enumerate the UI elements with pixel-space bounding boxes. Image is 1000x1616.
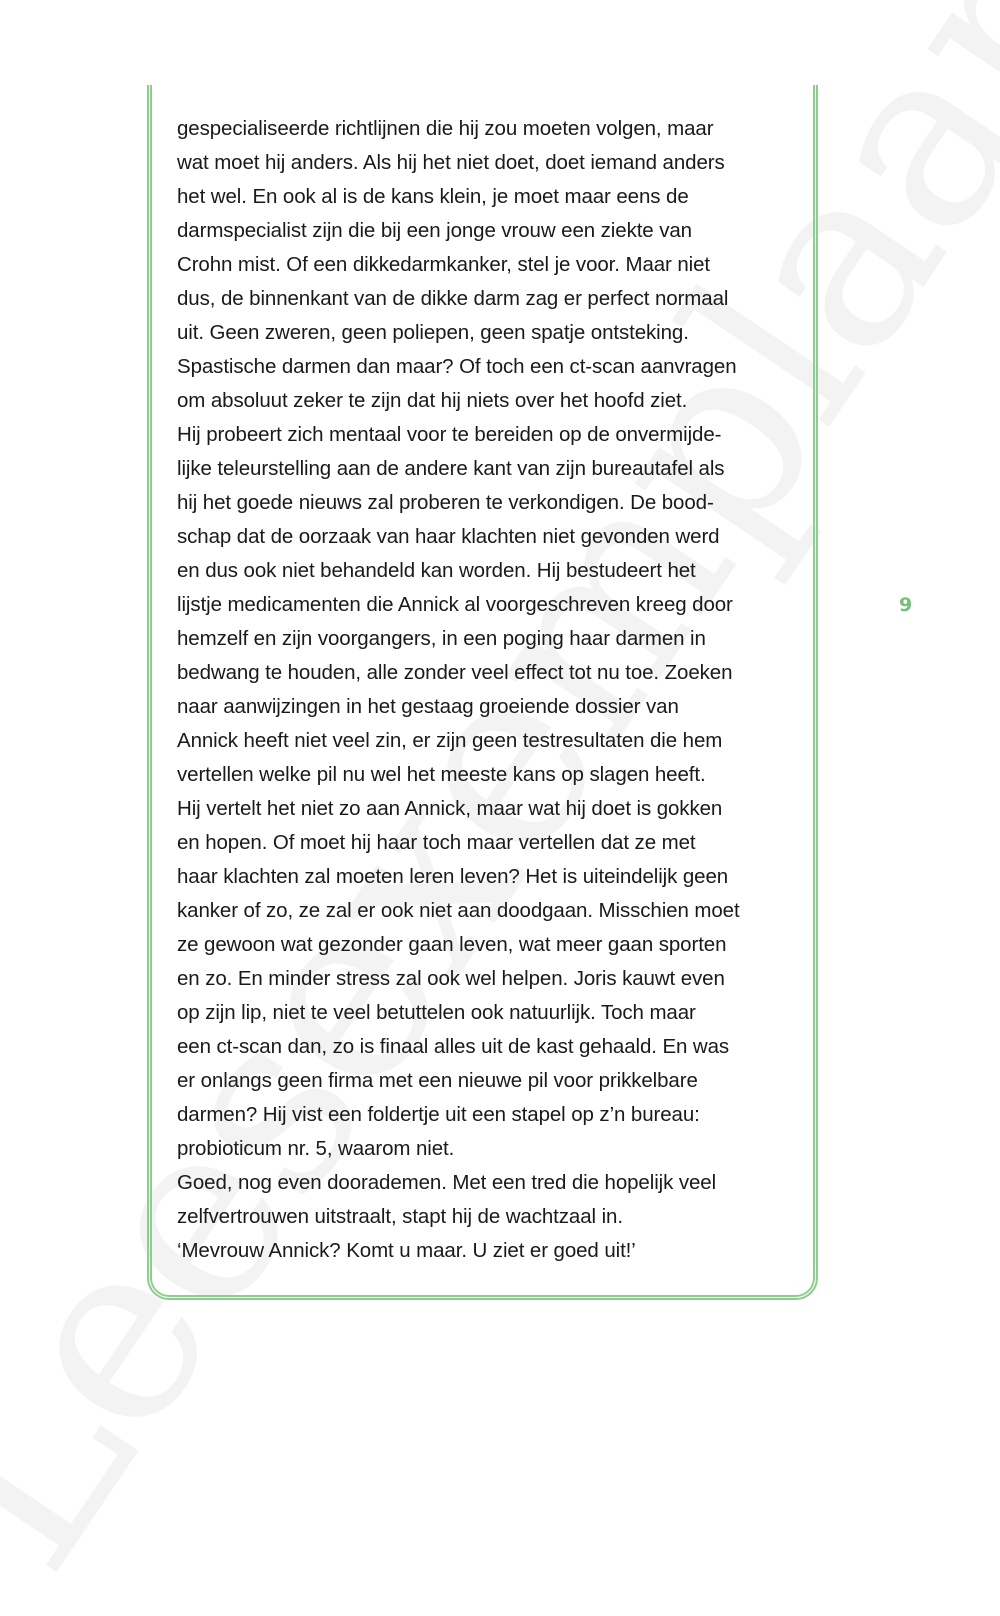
text-line: vertellen welke pil nu wel het meeste kans op slagen heeft. (177, 763, 706, 786)
text-line: darmen? Hij vist een foldertje uit een stapel op z’n bureau: (177, 1103, 700, 1126)
text-line: en hopen. Of moet hij haar toch maar vertellen dat ze met (177, 831, 696, 854)
text-line: darmspecialist zijn die bij een jonge vrouw een ziekte van (177, 219, 692, 242)
text-line: naar aanwijzingen in het gestaag groeiende dossier van (177, 695, 679, 718)
text-line: bedwang te houden, alle zonder veel effect tot nu toe. Zoeken (177, 661, 733, 684)
text-line: probioticum nr. 5, waarom niet. (177, 1137, 455, 1160)
page-number: 9 (899, 594, 913, 616)
text-line: om absoluut zeker te zijn dat hij niets over het hoofd ziet. (177, 389, 688, 412)
text-line: Hij vertelt het niet zo aan Annick, maar wat hij doet is gokken (177, 797, 723, 820)
text-line: dus, de binnenkant van de dikke darm zag er perfect normaal (177, 287, 729, 310)
text-line: zelfvertrouwen uitstraalt, stapt hij de wachtzaal in. (177, 1205, 623, 1228)
text-line: haar klachten zal moeten leren leven? Het is uiteindelijk geen (177, 865, 729, 888)
text-line: Spastische darmen dan maar? Of toch een ct-scan aanvragen (177, 355, 737, 378)
text-line: Goed, nog even doorademen. Met een tred die hopelijk veel (177, 1171, 717, 1194)
text-line: hij het goede nieuws zal proberen te verkondigen. De bood- (177, 491, 714, 514)
text-line: wat moet hij anders. Als hij het niet doet, doet iemand anders (177, 151, 725, 174)
body-text (177, 112, 817, 1268)
text-line: en zo. En minder stress zal ook wel helpen. Joris kauwt even (177, 967, 725, 990)
text-line: Crohn mist. Of een dikkedarmkanker, stel je voor. Maar niet (177, 253, 711, 276)
text-line: Hij probeert zich mentaal voor te bereiden op de onvermijde- (177, 423, 722, 446)
text-line: schap dat de oorzaak van haar klachten niet gevonden werd (177, 525, 720, 548)
text-line: lijke teleurstelling aan de andere kant van zijn bureautafel als (177, 457, 725, 480)
text-line: gespecialiseerde richtlijnen die hij zou moeten volgen, maar (177, 117, 714, 140)
text-line: uit. Geen zweren, geen poliepen, geen spatje ontsteking. (177, 321, 689, 344)
text-line: lijstje medicamenten die Annick al voorgeschreven kreeg door (177, 593, 733, 616)
text-line: op zijn lip, niet te veel betuttelen ook natuurlijk. Toch maar (177, 1001, 696, 1024)
text-line: Annick heeft niet veel zin, er zijn geen testresultaten die hem (177, 729, 723, 752)
text-line: ze gewoon wat gezonder gaan leven, wat meer gaan sporten (177, 933, 727, 956)
text-line: het wel. En ook al is de kans klein, je moet maar eens de (177, 185, 689, 208)
text-line: een ct-scan dan, zo is finaal alles uit de kast gehaald. En was (177, 1035, 730, 1058)
text-line: ‘Mevrouw Annick? Komt u maar. U ziet er goed uit!’ (177, 1239, 636, 1262)
text-line: hemzelf en zijn voorgangers, in een poging haar darmen in (177, 627, 706, 650)
text-line: kanker of zo, ze zal er ook niet aan doodgaan. Misschien moet (177, 899, 740, 922)
text-line: en dus ook niet behandeld kan worden. Hij bestudeert het (177, 559, 696, 582)
text-line: er onlangs geen firma met een nieuwe pil voor prikkelbare (177, 1069, 698, 1092)
